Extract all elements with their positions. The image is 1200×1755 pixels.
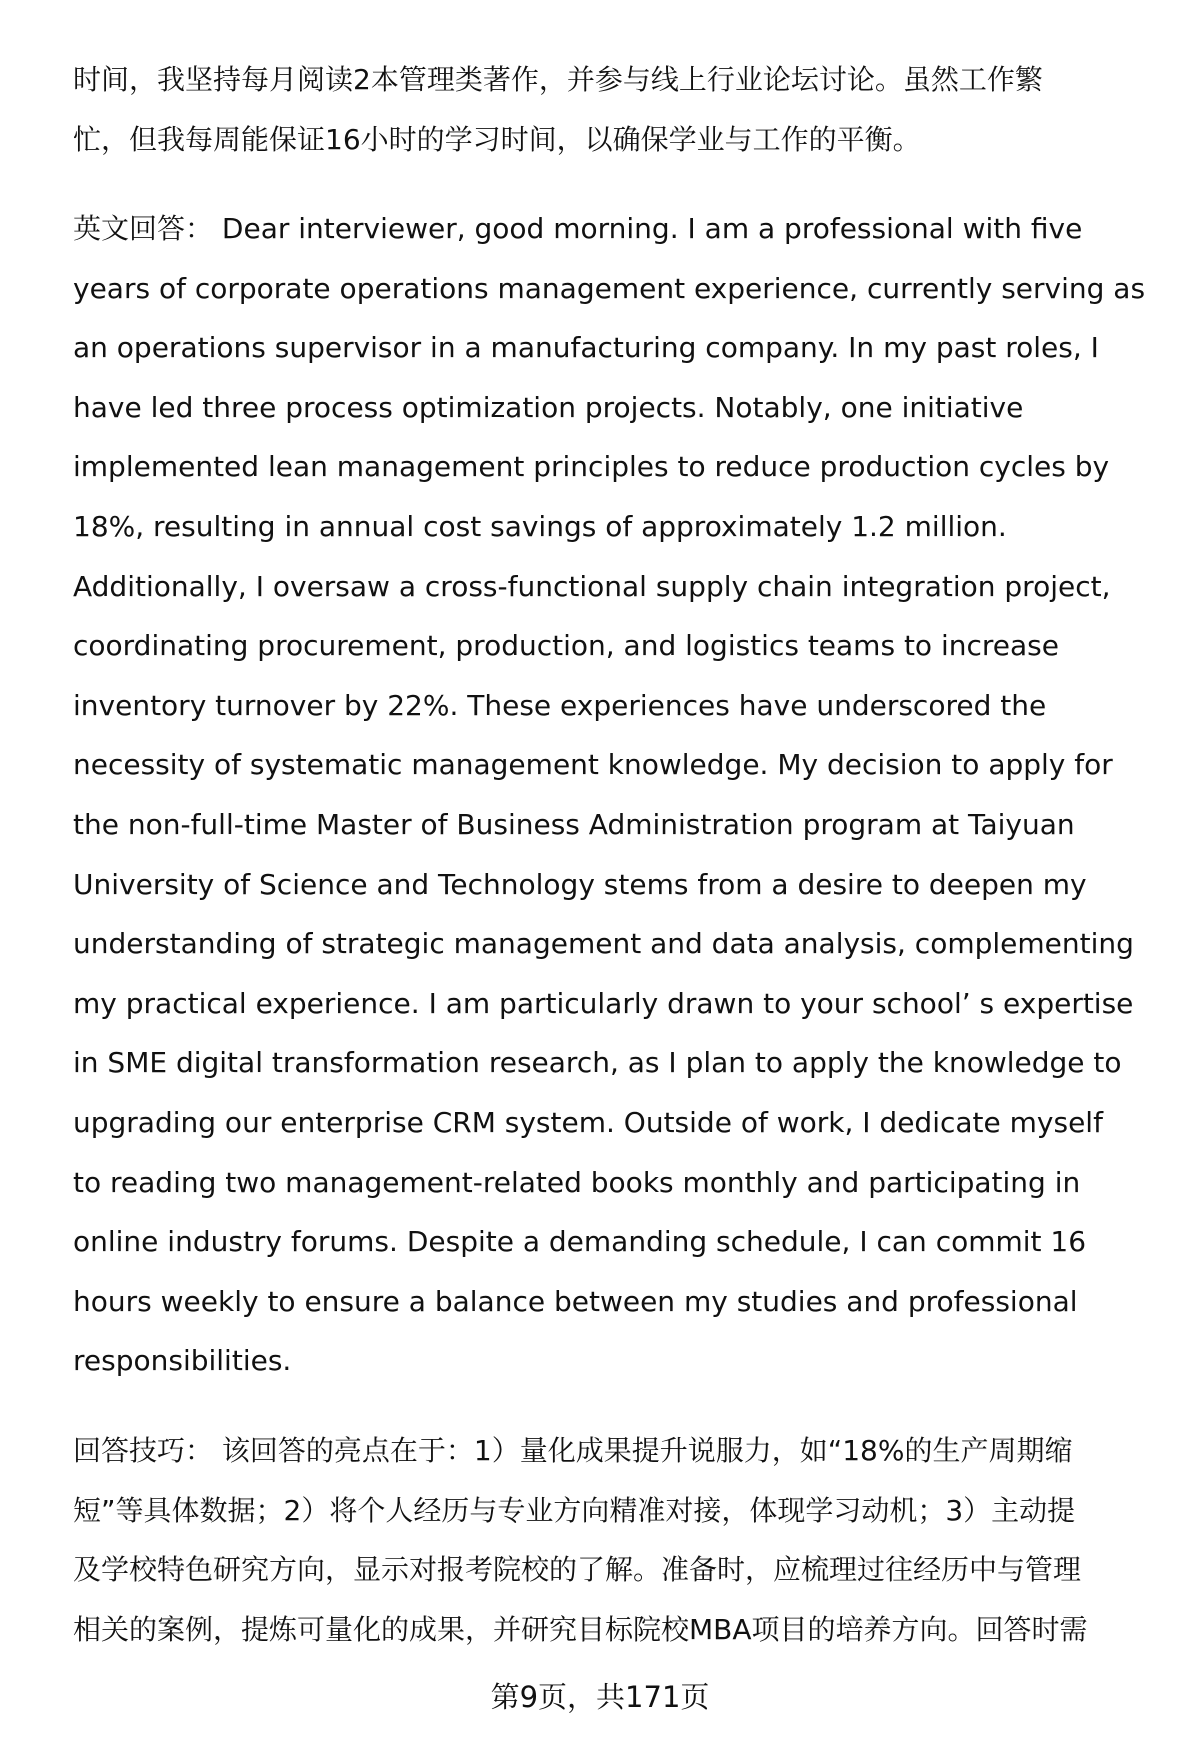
text-line: 忙，但我每周能保证16小时的学习时间，以确保学业与工作的平衡。 [73,122,921,156]
text-line: 短”等具体数据；2）将个人经历与专业方向精准对接，体现学习动机；3）主动提 [73,1493,1076,1527]
text-line: to reading two management-related books monthly and participating in [73,1165,1081,1199]
text-line: inventory turnover by 22%. These experiences have underscored the [73,688,1047,722]
text-line: 18%, resulting in annual cost savings of approximately 1.2 million. [73,509,1007,543]
text-line: years of corporate operations management experience, currently serving as [73,271,1146,305]
text-line: in SME digital transformation research, as I plan to apply the knowledge to [73,1046,1122,1080]
text-line: coordinating procurement, production, and logistics teams to increase [73,629,1059,663]
text-line: 时间，我坚持每月阅读2本管理类著作，并参与线上行业论坛讨论。虽然工作繁 [73,63,1043,96]
text-line: necessity of systematic management knowledge. My decision to apply for [73,748,1113,782]
text-line: implemented lean management principles to reduce production cycles by [73,450,1110,484]
text-line: my practical experience. I am particularly drawn to your school’ s expertise [73,986,1134,1020]
chinese-answer-paragraph [73,50,1163,169]
text-line: responsibilities. [73,1344,292,1378]
text-line: hours weekly to ensure a balance between my studies and professional [73,1284,1078,1318]
text-line: University of Science and Technology stems from a desire to deepen my [73,867,1087,901]
text-line: an operations supervisor in a manufacturing company. In my past roles, I [73,331,1099,365]
text-line: have led three process optimization projects. Notably, one initiative [73,390,1024,424]
text-line: Additionally, I oversaw a cross-functional supply chain integration project, [73,569,1111,603]
text-line: 回答技巧： 该回答的亮点在于：1）量化成果提升说服力，如“18%的生产周期缩 [73,1434,1073,1467]
text-line: 相关的案例，提炼可量化的成果，并研究目标院校MBA项目的培养方向。回答时需 [73,1612,1088,1646]
answer-tips-paragraph [73,1421,1163,1659]
text-line: upgrading our enterprise CRM system. Outside of work, I dedicate myself [73,1105,1103,1139]
text-line: 英文回答： Dear interviewer, good morning. I am a professional with five [73,212,1083,245]
page-number: 第9页，共171页 [490,1680,710,1714]
text-line: 及学校特色研究方向，显示对报考院校的了解。准备时，应梳理过往经历中与管理 [73,1553,1082,1587]
text-line: understanding of strategic management and data analysis, complementing [73,927,1134,961]
english-answer-paragraph [73,199,1163,1391]
text-line: the non-full-time Master of Business Administration program at Taiyuan [73,807,1075,841]
text-line: online industry forums. Despite a demanding schedule, I can commit 16 [73,1225,1087,1259]
